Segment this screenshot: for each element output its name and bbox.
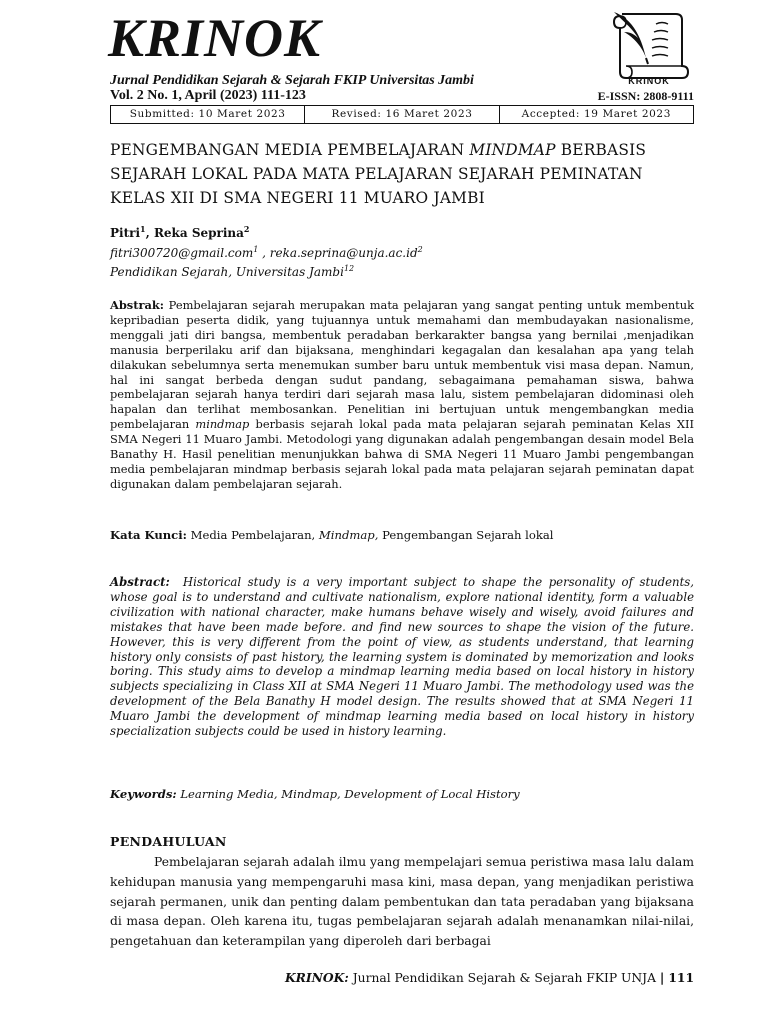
revised-date: Revised: 16 Maret 2023 <box>304 106 498 123</box>
email-2-sup: 2 <box>417 245 423 254</box>
affiliation-text: Pendidikan Sejarah, Universitas Jambi <box>110 265 344 279</box>
abstrak-label: Abstrak: <box>110 298 164 312</box>
author-2-sup: 2 <box>243 224 250 234</box>
author-1: Pitri <box>110 226 141 240</box>
journal-volume: Vol. 2 No. 1, April (2023) 111-123 <box>110 88 306 103</box>
section-heading: PENDAHULUAN <box>110 834 227 849</box>
article-title <box>110 138 700 210</box>
accepted-date: Accepted: 19 Maret 2023 <box>499 106 694 123</box>
email-1[interactable]: fitri300720@gmail.com <box>110 246 254 260</box>
author-emails: fitri300720@gmail.com$^1$ , $reka.seprina@unja.ac.id^2$ <box>110 245 423 260</box>
title-text-2: BERBASIS SEJARAH LOKAL PADA MATA PELAJARAN SEJARAH PEMINATAN KELAS XII DI SMA NEGERI 11 MUARO JAMBI <box>110 141 647 207</box>
abstrak-paragraph <box>110 298 694 492</box>
author-1-sup: 1 <box>140 224 146 234</box>
authors: Pitri$^1$, Reka Seprina$^2$ <box>110 224 250 240</box>
kata-kunci-text-1: Media Pembelajaran, <box>190 528 316 542</box>
footer-text: Jurnal Pendidikan Sejarah & Sejarah FKIP UNJA <box>352 971 656 985</box>
page-footer <box>285 970 694 985</box>
abstract-label: Abstract: <box>110 575 170 589</box>
kata-kunci-text-2: Pengembangan Sejarah lokal <box>382 528 554 542</box>
eissn: E-ISSN: 2808-9111 <box>597 89 694 103</box>
email-2[interactable]: reka.seprina@unja.ac.id <box>269 246 418 260</box>
body-text: Pembelajaran sejarah adalah ilmu yang mempelajari semua peristiwa masa lalu dalam kehidupan manusia yang mempengaruhi masa kini, masa depan, yang menjadikan peristiwa sejarah permanen, unik dan penting dalam pembentukan dan tata peradaban yang bijaksana di masa depan. Oleh karena itu, tugas pembelajaran sejarah adalah menanamkan nilai-nilai, pengetahuan dan keterampilan yang diperoleh dari berbagai <box>110 855 694 949</box>
kata-kunci-italic: Mindmap, <box>318 528 379 542</box>
keywords-english <box>110 787 694 802</box>
title-italic: MINDMAP <box>469 141 556 159</box>
kata-kunci-label: Kata Kunci: <box>110 528 187 542</box>
submitted-date: Submitted: 10 Maret 2023 <box>110 106 304 123</box>
affiliation-sup: 12 <box>343 264 355 273</box>
abstract-text: Historical study is a very important subject to shape the personality of students, whose goal is to understand and cultivate nationalism, explore national identity, form a valuable civilization with national character, make humans behave wisely and wisely, avoid failures and mistakes that have been made before. and find new sources to shape the vision of the future. However, this is very different from the point of view, as students understand, that learning history only consists of past history, the learning system is dominated by memorization and looks boring. This study aims to develop a mindmap learning media based on local history in history subjects specializing in Class XII at SMA Negeri 11 Muaro Jambi. The methodology used was the development of the Bela Banathy H model design. The results showed that at SMA Negeri 11 Muaro Jambi the development of mindmap learning media based on local history in history specialization subjects could be used in history learning. <box>110 575 694 739</box>
affiliation <box>110 264 354 279</box>
abstrak-text-2: berbasis sejarah lokal pada mata pelajaran sejarah peminatan Kelas XII SMA Negeri 11 Muaro Jambi. Metodologi yang digunakan adalah pengembangan desain model Bela Banathy H. Hasil penelitian menunjukkan bahwa di SMA Negeri 11 Muaro Jambi pengembangan media pembelajaran mindmap berbasis sejarah lokal pada mata pelajaran sejarah peminatan dapat digunakan dalam pembelajaran sejarah. <box>110 417 694 491</box>
footer-separator: | <box>659 970 665 985</box>
page-number: 111 <box>668 970 694 985</box>
email-1-sup: 1 <box>253 245 259 254</box>
article-dates-bar <box>110 105 694 124</box>
keywords-label: Keywords: <box>110 787 177 801</box>
body-paragraph <box>110 853 694 952</box>
footer-journal: KRINOK: <box>284 970 349 985</box>
abstrak-text-1: Pembelajaran sejarah merupakan mata pelajaran yang sangat penting untuk membentuk kepribadian peserta didik, yang tujuannya untuk memahami dan membudayakan nasionalisme, menggali jati diri bangsa, membentuk peradaban berkarakter bangsa yang bernilai ,menjadikan manusia berperilaku arif dan bijaksana, menghindari kegagalan dan kesalahan apa yang telah dilakukan sebelumnya serta menemukan sumber baru untuk membentuk visi masa depan. Namun, hal ini sangat berbeda dengan sudut pandang, sebagaimana pemahaman siswa, bahwa pembelajaran sejarah hanya terdiri dari sejarah masa lalu, sistem pembelajaran didominasi oleh hapalan dan terlihat membosankan. Penelitian ini bertujuan untuk mengembangkan media pembelajaran <box>110 298 694 432</box>
logo-label: KRINOK <box>628 76 670 86</box>
abstrak-italic: mindmap <box>195 417 250 432</box>
author-2: Reka Seprina <box>153 226 244 240</box>
journal-name: KRINOK <box>108 8 322 68</box>
journal-subtitle: Jurnal Pendidikan Sejarah & Sejarah FKIP Universitas Jambi <box>110 73 474 88</box>
kata-kunci <box>110 528 694 543</box>
abstract-english <box>110 575 694 739</box>
keywords-text: Learning Media, Mindmap, Development of Local History <box>180 787 520 801</box>
title-text-1: PENGEMBANGAN MEDIA PEMBELAJARAN <box>110 141 465 159</box>
